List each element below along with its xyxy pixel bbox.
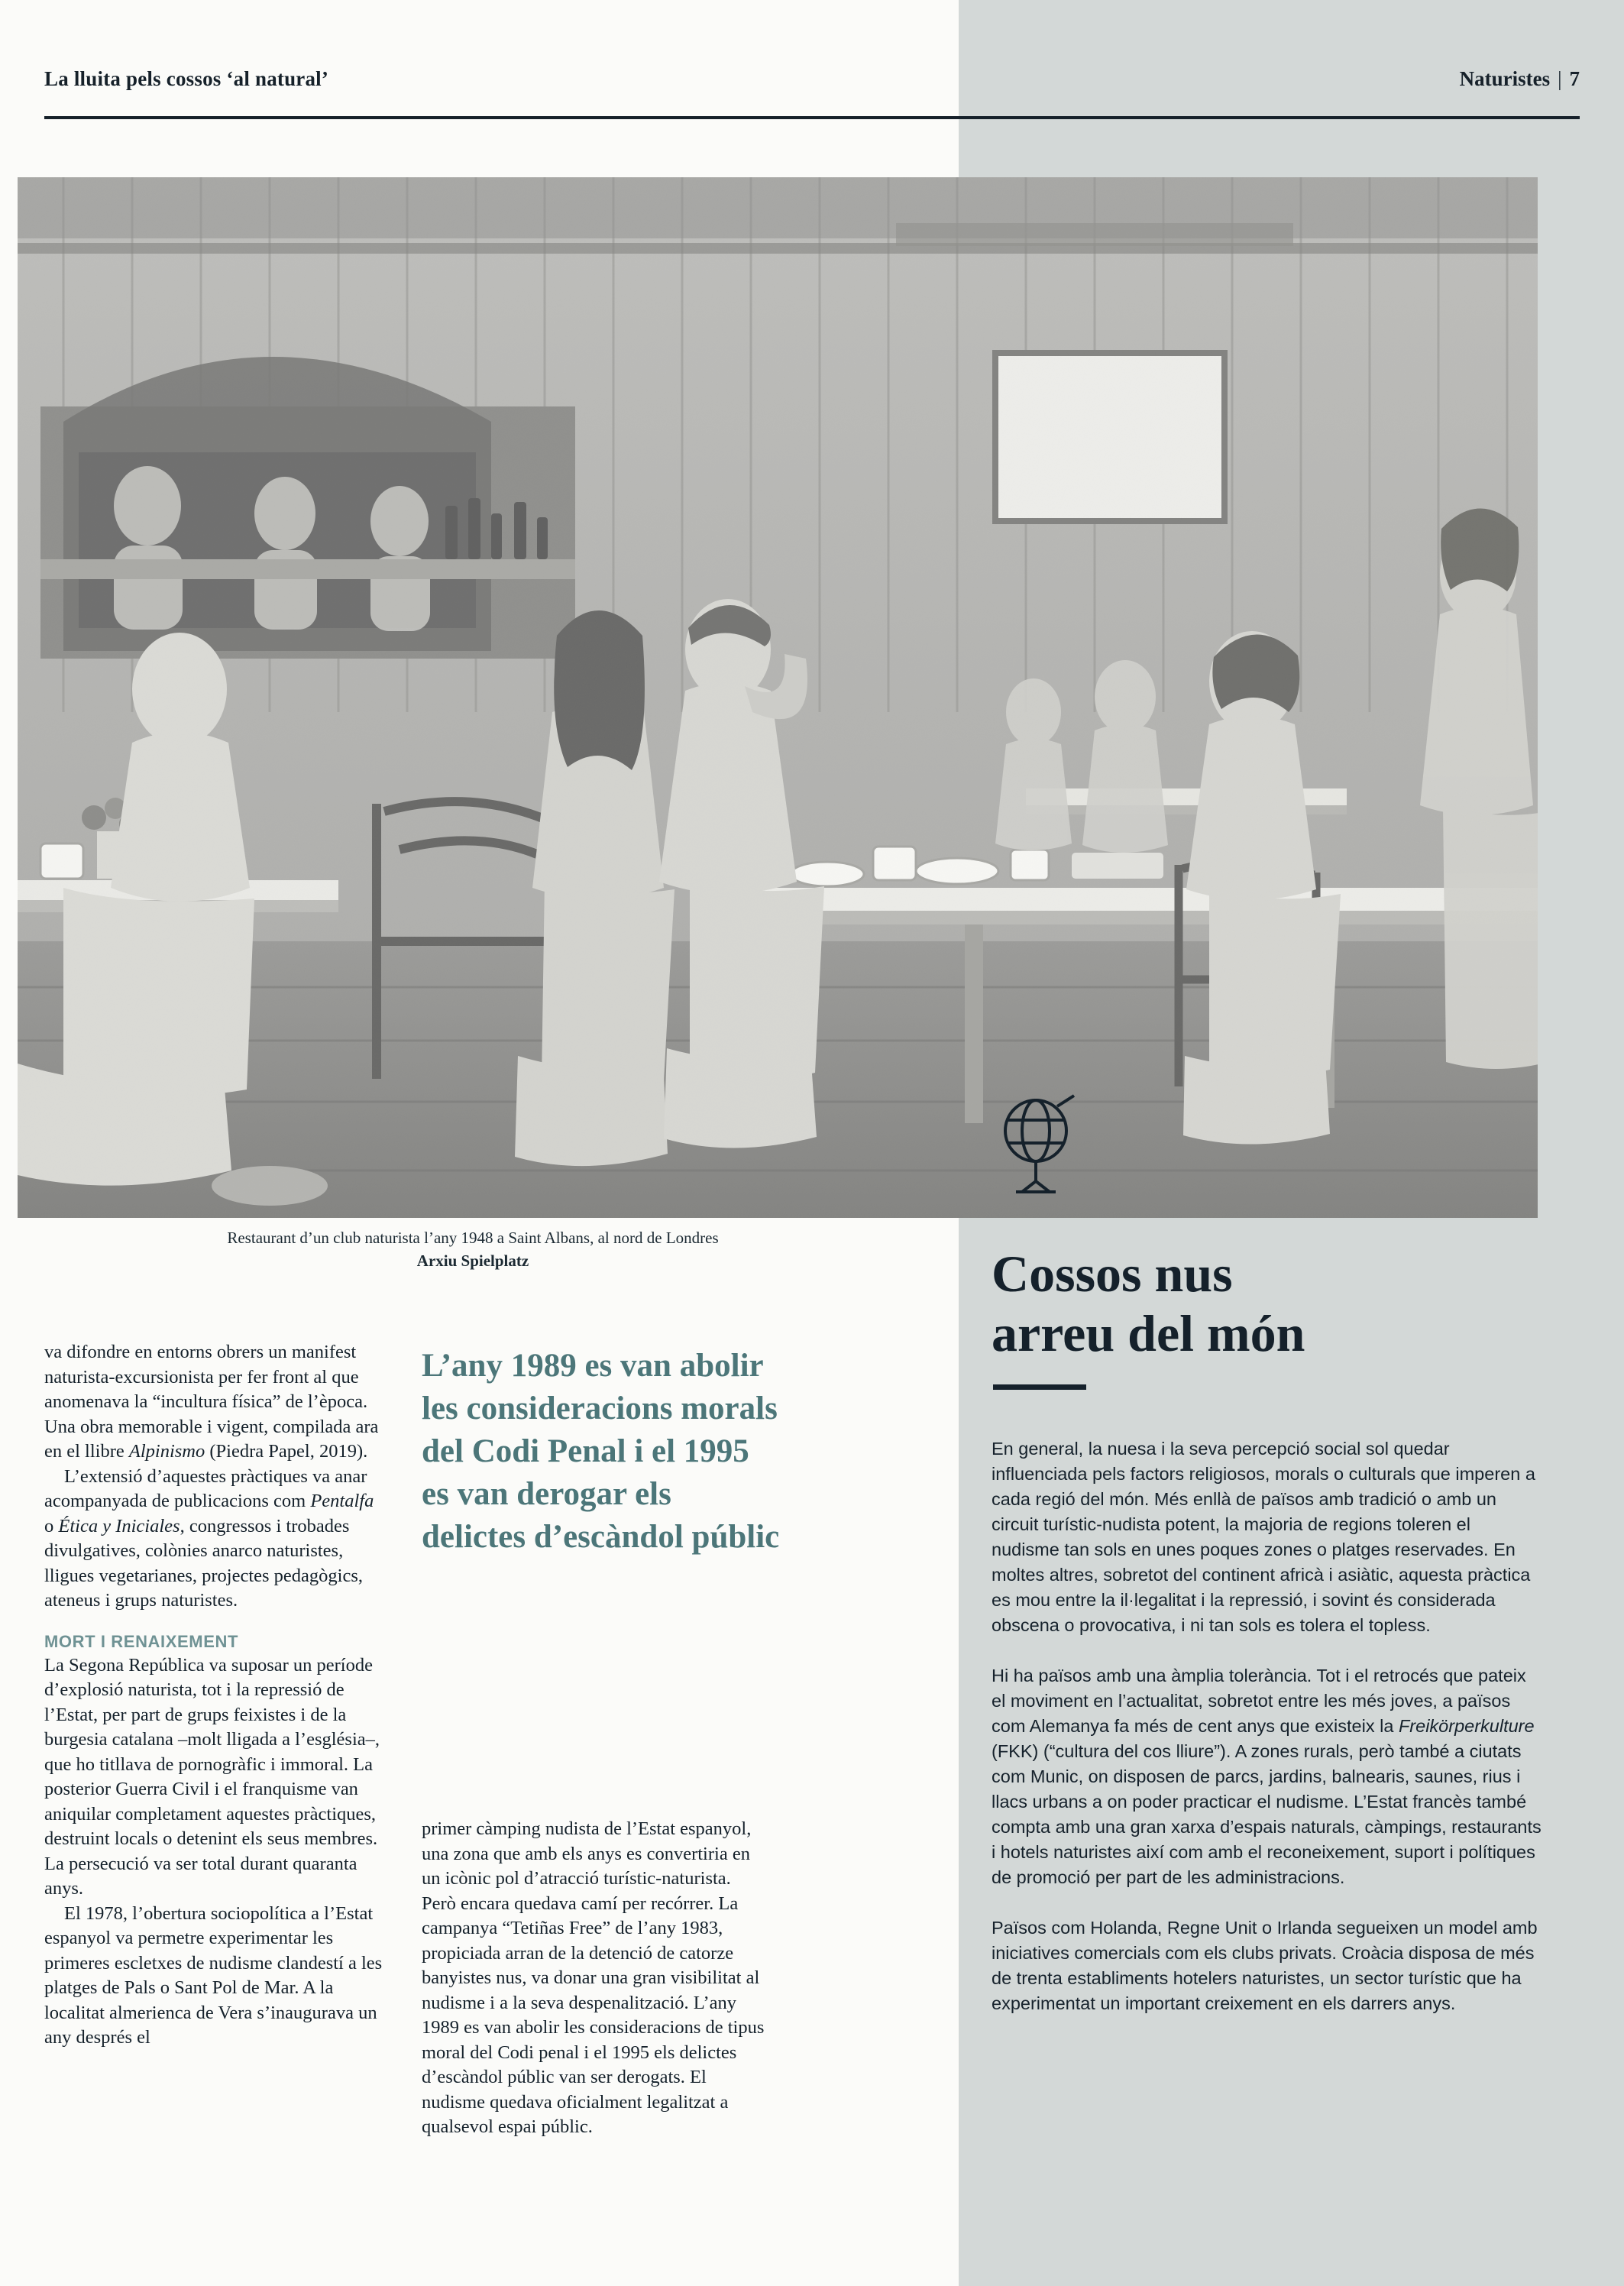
- globe-icon: [993, 1091, 1079, 1206]
- sidebar-title-line-2: arreu del món: [992, 1304, 1305, 1362]
- photo-caption: [18, 1226, 928, 1272]
- running-head-title: La lluita pels cossos ‘al natural’: [44, 67, 329, 90]
- sidebar-title: [992, 1244, 1572, 1363]
- photo-credit: Arxiu Spielplatz: [416, 1251, 529, 1270]
- paragraph: L’extensió d’aquestes pràctiques va anar acompanyada de publicacions com Pentalfa o Ética y Iniciales, congressos i trobades divulgatives, colònies anarco naturistes, lligues vegetarianes, projectes pedagògics, ateneus i grups naturistes.: [44, 1465, 374, 1611]
- paragraph: primer càmping nudista de l’Estat espanyol, una zona que amb els anys es convertiria en un icònic pol d’atracció turístic-naturista. Però encara quedava camí per recórrer. La campanya “Tetiñas Free” de l’any 1983, propiciada arran de la detenció de catorze banyistes nus, va donar una gran visibilitat al nudisme i a la seva despenalització. L’any 1989 es van abolir les consideracions de tipus moral del Codi penal i el 1995 els delictes d’escàndol públic van ser derogats. El nudisme quedava oficialment legalitzat a qualsevol espai públic.: [422, 1818, 765, 2137]
- sidebar-title-rule: [993, 1384, 1086, 1390]
- section-name: Naturistes: [1459, 67, 1551, 90]
- body-column-one: [44, 1340, 387, 2051]
- paragraph: va difondre en entorns obrers un manifest naturista-excursionista per fer front al que anomenava la “incultura física” de l’època. Una obra memorable i vigent, compilada ara en el llibre Alpinismo (Piedra Papel, 2019).: [44, 1342, 379, 1462]
- paragraph: El 1978, l’obertura sociopolítica a l’Estat espanyol va permetre experimentar les primeres escletxes de nudisme clandestí a les platges de Pals o Sant Pol de Mar. A la localitat almerienca de Vera s’inaugurava un any després el: [44, 1902, 383, 2048]
- pull-quote: L’any 1989 es van abolir les consideracions morals del Codi Penal i el 1995 es van derogar els delictes d’escàndol públic: [422, 1348, 780, 1555]
- page-header: [44, 67, 1580, 115]
- sidebar-title-line-1: Cossos nus: [992, 1245, 1233, 1303]
- sidebar-body: [992, 1436, 1542, 2042]
- header-divider: [44, 116, 1580, 119]
- paragraph: La Segona República va suposar un període d’explosió naturista, tot i la repressió de l’Estat, per part de grups feixistes i de la burgesia catalana –molt lligada a l’església–, que ho titllava de pornogràfic i immoral. La posterior Guerra Civil i el franquisme van aniquilar completament aquestes pràctiques, destruint locals o detenint els seus membres. La persecució va ser total durant quaranta anys.: [44, 1654, 380, 1899]
- page-number: 7: [1569, 67, 1580, 90]
- historic-photo: [18, 177, 1538, 1218]
- header-separator: |: [1558, 67, 1562, 90]
- photo-illustration: [18, 177, 1538, 1218]
- paragraph: Països com Holanda, Regne Unit o Irlanda segueixen un model amb iniciatives comercials com els clubs privats. Croàcia disposa de més de trenta establiments hotelers naturistes, un sector turístic que ha experimentat un important creixement en els darrers anys.: [992, 1918, 1538, 2013]
- paragraph: En general, la nuesa i la seva percepció social sol quedar influenciada pels factors religiosos, morals o culturals que imperen a cada regió del món. Més enllà de països amb tradició o amb un circuit turístic-nudista potent, la majoria de regions toleren el nudisme tan sols en unes poques zones o platges reservades. En moltes altres, sobretot del continent africà i asiàtic, aquesta pràctica es mou entre la il·legalitat i la repressió, i sovint és considerada obscena o provocativa, i ni tan sols es tolera el topless.: [992, 1439, 1535, 1635]
- caption-text: Restaurant d’un club naturista l’any 1948 a Saint Albans, al nord de Londres: [227, 1229, 719, 1247]
- running-head-section: [1460, 67, 1580, 91]
- paragraph: Hi ha països amb una àmplia tolerància. Tot i el retrocés que pateix el moviment en l’actualitat, sobretot entre les més joves, a països com Alemanya fa més de cent anys que existeix la Freikörperkulture (FKK) (“cultura del cos lliure”). A zones rurals, però també a ciutats com Munic, on disposen de parcs, jardins, balnearis, saunes, rius i llacs urbans a on poder practicar el nudisme. L’Estat francès també compta amb una gran xarxa d’espais naturals, càmpings, restaurants i hotels naturistes així com amb el reconeixement, suport i polítiques de promoció per part de les administracions.: [992, 1666, 1542, 1887]
- subsection-label: MORT I RENAIXEMENT: [44, 1631, 239, 1651]
- body-column-two: [422, 1817, 767, 2140]
